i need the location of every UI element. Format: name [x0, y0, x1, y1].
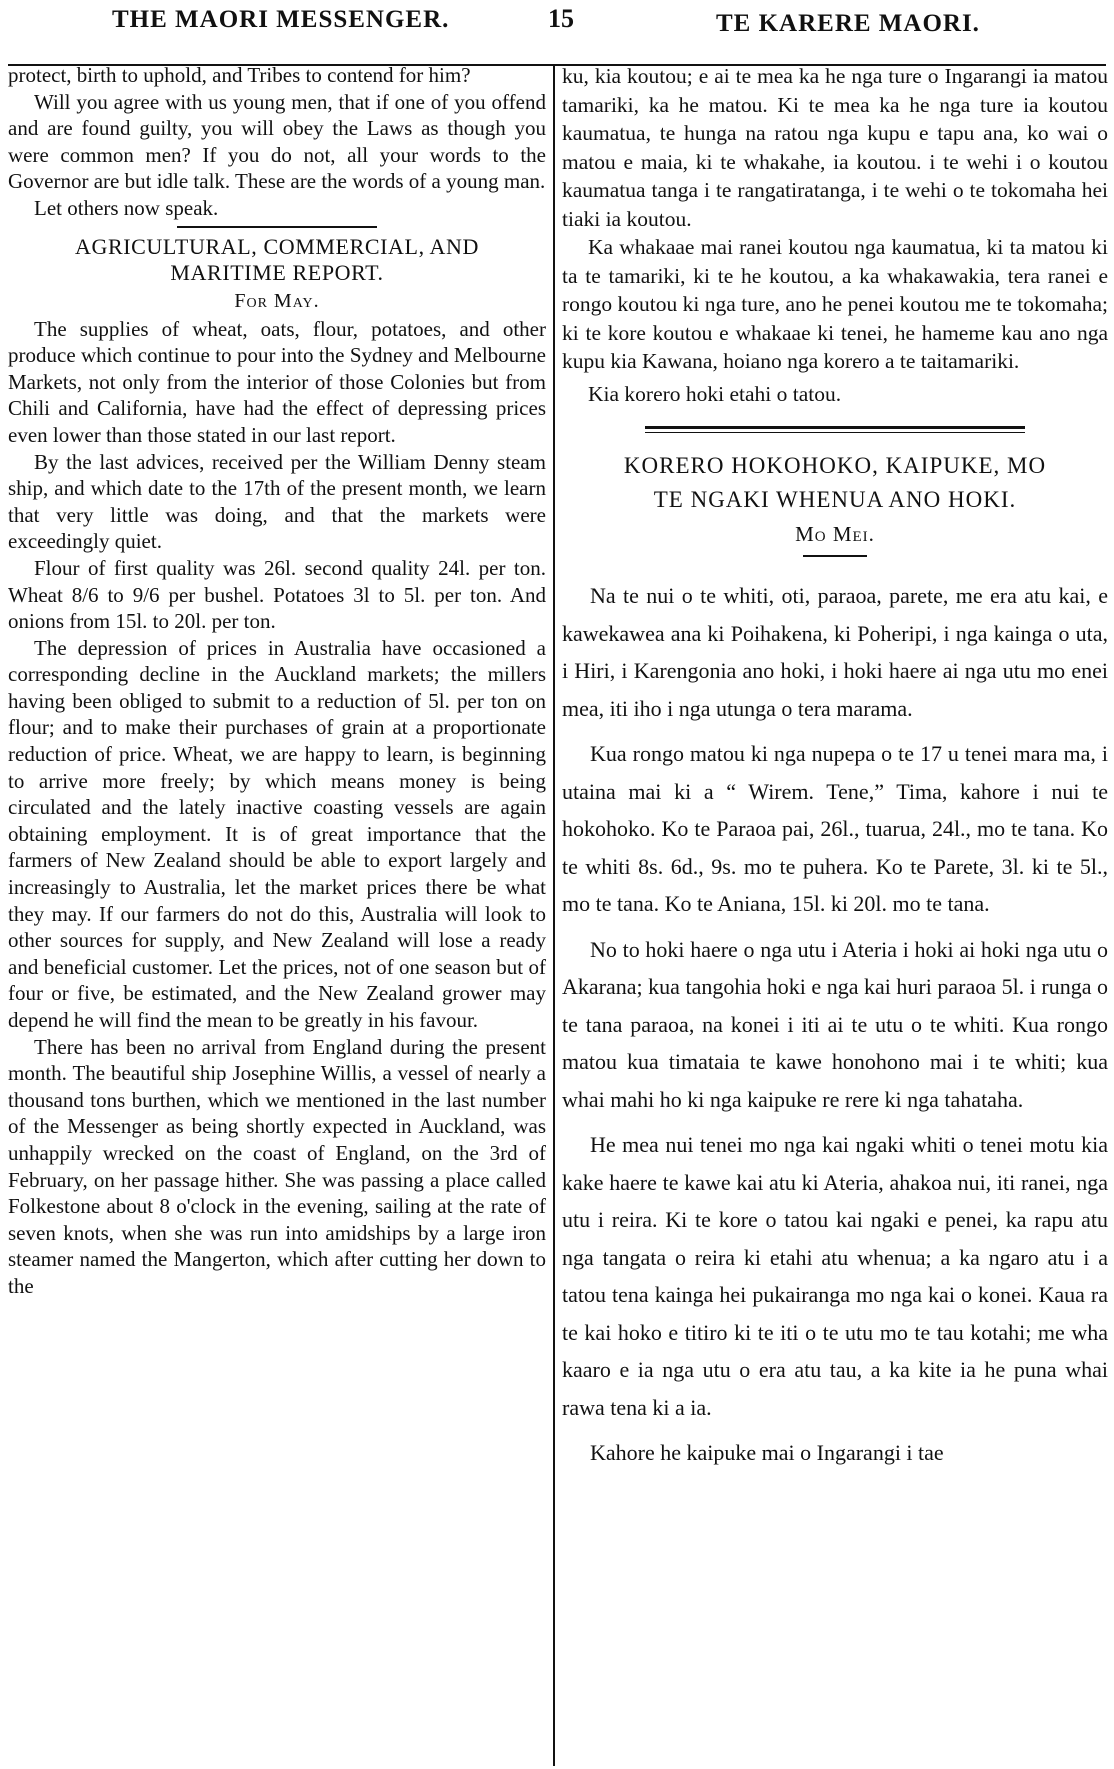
report-headline: KORERO HOKOHOKO, KAIPUKE, MO — [623, 453, 1047, 478]
report-paragraph: Flour of first quality was 26l. second quality 24l. per ton. Wheat 8/6 to 9/6 per bushel. Potatoes 3l to 5l. per ton. And onions from 15l. to 20l. per ton. — [8, 555, 546, 634]
report-headline: TE NGAKI WHENUA ANO HOKI. — [653, 487, 1017, 512]
report-paragraph: No to hoki haere o nga utu i Ateria i hoki ai hoki nga utu o Akarana; kua tangohia hoki e nga kai huri paraoa 5l. i runga o te tana paraoa, na konei i iti ai te utu o te whiti. Kua rongo matou kua timataia te kawe honohono mai i te whiti; kua whai mahi ho ki nga kaipuke re rere ki nga tahataha. — [562, 936, 1108, 1112]
english-intro-paragraph: protect, birth to uphold, and Tribes to contend for him? — [8, 63, 471, 87]
page-header — [0, 0, 1114, 58]
report-paragraph: The supplies of wheat, oats, flour, potatoes, and other produce which continue to pour into the Sydney and Melbourne Markets, not only from the interior of those Colonies but from Chili and California, have had the effect of depressing prices even lower than those stated in our last report. — [8, 316, 546, 447]
report-subheading: For May. — [234, 289, 320, 312]
header-maori-title: TE KARERE MAORI. — [716, 10, 980, 37]
report-paragraph: By the last advices, received per the William Denny steam ship, and which date to the 17th of the present month, we learn that very little was doing, and that the markets were exceedingly quiet. — [8, 449, 546, 554]
maori-intro-paragraph: Ka whakaae mai ranei koutou nga kaumatua, ki ta matou ki ta te tamariki, ki te he koutou, a ka whakawakia, tera ranei e rongo koutou ki nga ture, ano he penei koutou me te tokomaha; ki te kore koutou e whakaae ki tenei, he hameme kau ano nga kupu kia Kawana, hoiano nga korero a te taitamariki. — [562, 235, 1108, 373]
column-divider — [553, 66, 555, 1766]
report-paragraph: The depression of prices in Australia have occasioned a corresponding decline in the Auckland markets; the millers having been obliged to submit to a reduction of 5l. per ton on flour; and to make their purchases of grain at a proportionate reduction of price. Wheat, we are happy to learn, is beginning to arrive more freely; by which means money is being circulated and the lately inactive coasting vessels are again obtaining employment. It is of great importance that the farmers of New Zealand should be able to export largely and increasingly to Australia, let the market prices there be what they may. If our farmers do not do this, Australia will look to other sources for supply, and New Zealand will lose a ready and beneficial customer. Let the prices, not of one season but of four or five, be estimated, and the New Zealand grower may depend he will find the mean to be greatly in his favour. — [8, 635, 546, 1032]
report-headline: AGRICULTURAL, COMMERCIAL, AND — [74, 233, 480, 259]
maori-intro-paragraph: Kia korero hoki etahi o tatou. — [588, 381, 842, 406]
maori-intro-paragraph: ku, kia koutou; e ai te mea ka he nga ture o Ingarangi ia matou tamariki, ka he matou. Ki te mea ka he nga ture ia koutou kaumatua, te hunga na ratou nga kupu e tapu ana, ko wai o matou e maia, ki te whakahe, ia koutou. i te wehi i o koutou kaumatua tanga i te rangatiratanga, i te wehi o te tokomaha hei tiaki ia koutou. — [562, 64, 1108, 231]
section-double-rule — [645, 426, 1025, 433]
subheading-rule — [803, 555, 867, 557]
report-subheading: Mo Mei. — [795, 522, 875, 546]
maori-column — [562, 62, 1108, 1480]
report-paragraph: There has been no arrival from England during the present month. The beautiful ship Josephine Willis, a vessel of nearly a thousand tons burthen, which we mentioned in the last number of the Messenger as being shortly expected in Auckland, was unhappily wrecked on the coast of England, on the 3rd of February, on her passage hither. She was passing a place called Folkestone about 8 o'clock in the evening, sailing at the rate of seven knots, when she was run into amidships by a large iron steamer named the Mangerton, which after cutting her down to the — [8, 1034, 546, 1298]
report-paragraph: Kua rongo matou ki nga nupepa o te 17 u tenei mara ma, i utaina mai ki a “ Wirem. Tene,” Tima, kahore i nui te hokohoko. Ko te Paraoa pai, 26l., tuarua, 24l., mo te tana. Ko te whiti 8s. 6d., 9s. mo te puhera. Ko te Parete, 3l. ki te 5l., mo te tana. Ko te Aniana, 15l. ki 20l. mo te tana. — [562, 741, 1108, 916]
report-paragraph: Kahore he kaipuke mai o Ingarangi i tae — [590, 1440, 944, 1465]
report-paragraph: Na te nui o te whiti, oti, paraoa, parete, me era atu kai, e kawekawea ana ki Poihakena, ki Poheripi, i nga kainga o uta, i Hiri, i Karengonia ano hoki, i hoki haere ai nga utu mo enei mea, iti iho i nga utunga o tera marama. — [562, 583, 1108, 721]
section-rule — [177, 226, 377, 228]
english-intro-paragraph: Will you agree with us young men, that if one of you offend and are found guilty, you will obey the Laws as though you were common men? If you do not, all your words to the Governor are but idle talk. These are the words of a young man. — [8, 89, 546, 194]
header-page-number: 15 — [548, 4, 574, 33]
english-column — [8, 62, 546, 1300]
report-paragraph: He mea nui tenei mo nga kai ngaki whiti o tenei motu kia kake haere te kawe kai atu ki Ateria, ahakoa nui, iti ranei, nga utu i reira. Ki te kore o tatou kai ngaki e penei, ka rapu atu nga tangata o reira ki etahi atu whenua; a ka ngaro atu i a tatou tena kainga hei pukairanga mo nga kai o konei. Kaua ra te kai hoko e titiro ki te iti o te utu mo te tau kotahi; me wha kaaro e ia nga utu o era atu tau, a ka kite ia he puna whai rawa tena ki a ia. — [562, 1132, 1108, 1420]
english-intro-paragraph: Let others now speak. — [34, 195, 219, 220]
header-english-title: THE MAORI MESSENGER. — [112, 6, 450, 33]
report-headline: MARITIME REPORT. — [170, 259, 384, 285]
